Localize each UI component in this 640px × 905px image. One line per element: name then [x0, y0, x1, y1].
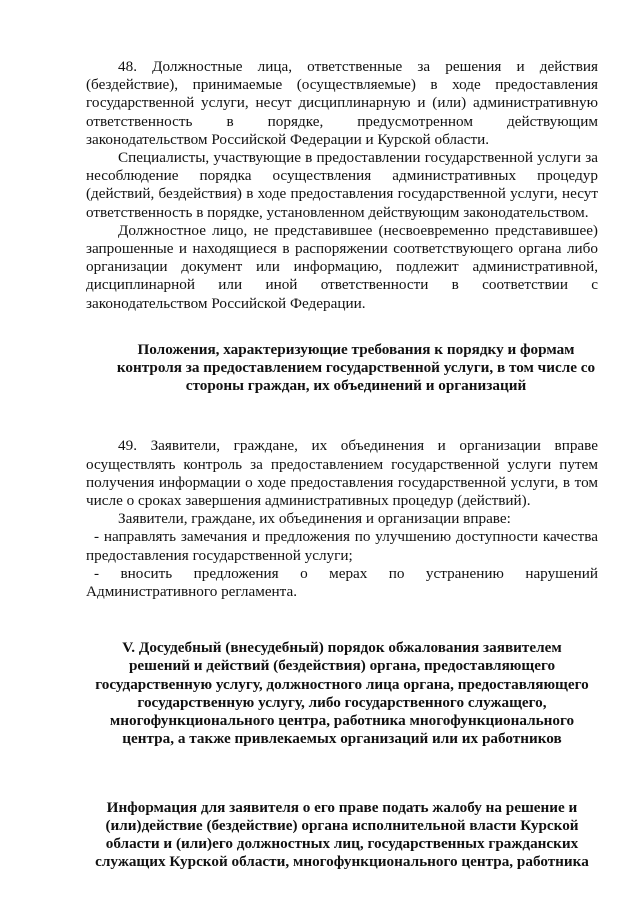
heading-line: государственную услугу, либо государственного служащего,	[137, 693, 547, 711]
section-49	[86, 437, 598, 601]
heading-line: контроля за предоставлением государственной услуги, в том числе со	[116, 359, 596, 377]
heading-line: государственную услугу, должностного лица органа, предоставляющего	[95, 675, 589, 693]
heading-line: области и (или)его должностных лиц, государственных гражданских	[105, 834, 579, 852]
paragraph-official-responsibility: Должностное лицо, не представившее (несвоевременно представившее) запрошенные и находящиеся в распоряжении соответствующего органа либо организации документ или информацию, подлежит административной, дисциплинарной или иной ответственности в соответствии с законодательством Российской Федерации.	[86, 221, 598, 312]
paragraph-48-responsibility: 48. Должностные лица, ответственные за решения и действия (бездействие), принимаемые (осуществляемые) в ходе предоставления государственной услуги, несут дисциплинарную и (или) административную ответственность в порядке, предусмотренном действующим законодательством Российской Федерации и Курской области.	[86, 58, 598, 148]
list-item: - направлять замечания и предложения по улучшению доступности качества предоставления государственной услуги;	[86, 528, 598, 564]
heading-line: Положения, характеризующие требования к порядку и формам	[137, 340, 575, 358]
heading-line: Информация для заявителя о его праве подать жалобу на решение и	[106, 798, 578, 816]
paragraph-specialists-responsibility: Специалисты, участвующие в предоставлении государственной услуги за несоблюдение порядка осуществления административных процедур (действий, бездействия) в ходе предоставления государственной услуги, несут ответственность в порядке, установленном действующим законодательством.	[86, 149, 598, 221]
heading-line: многофункционального центра, работника многофункционального	[109, 712, 575, 730]
paragraph-49-control: 49. Заявители, граждане, их объединения и организации вправе осуществлять контроль за предоставлением государственной услуги путем получения информации о ходе предоставления государственной услуги, в том числе о сроках завершения административных процедур (действий).	[86, 437, 598, 510]
paragraph-applicants-rights: Заявители, граждане, их объединения и организации вправе:	[118, 510, 511, 528]
heading-complaint-information	[86, 799, 598, 872]
document-page	[86, 58, 598, 871]
heading-section-v	[86, 639, 598, 748]
heading-line: стороны граждан, их объединений и организаций	[185, 377, 527, 395]
heading-line: решений и действий (бездействия) органа, предоставляющего	[128, 657, 556, 675]
heading-line: центра, а также привлекаемых организаций или их работников	[122, 730, 562, 748]
heading-control-requirements	[108, 341, 604, 396]
heading-line: V. Досудебный (внесудебный) порядок обжалования заявителем	[122, 639, 562, 657]
list-item: - вносить предложения о мерах по устранению нарушений Административного регламента.	[86, 564, 598, 601]
heading-line: (или)действие (бездействие) органа исполнительной власти Курской	[105, 816, 579, 834]
section-48	[86, 58, 598, 313]
heading-line: служащих Курской области, многофункционального центра, работника	[95, 853, 589, 871]
